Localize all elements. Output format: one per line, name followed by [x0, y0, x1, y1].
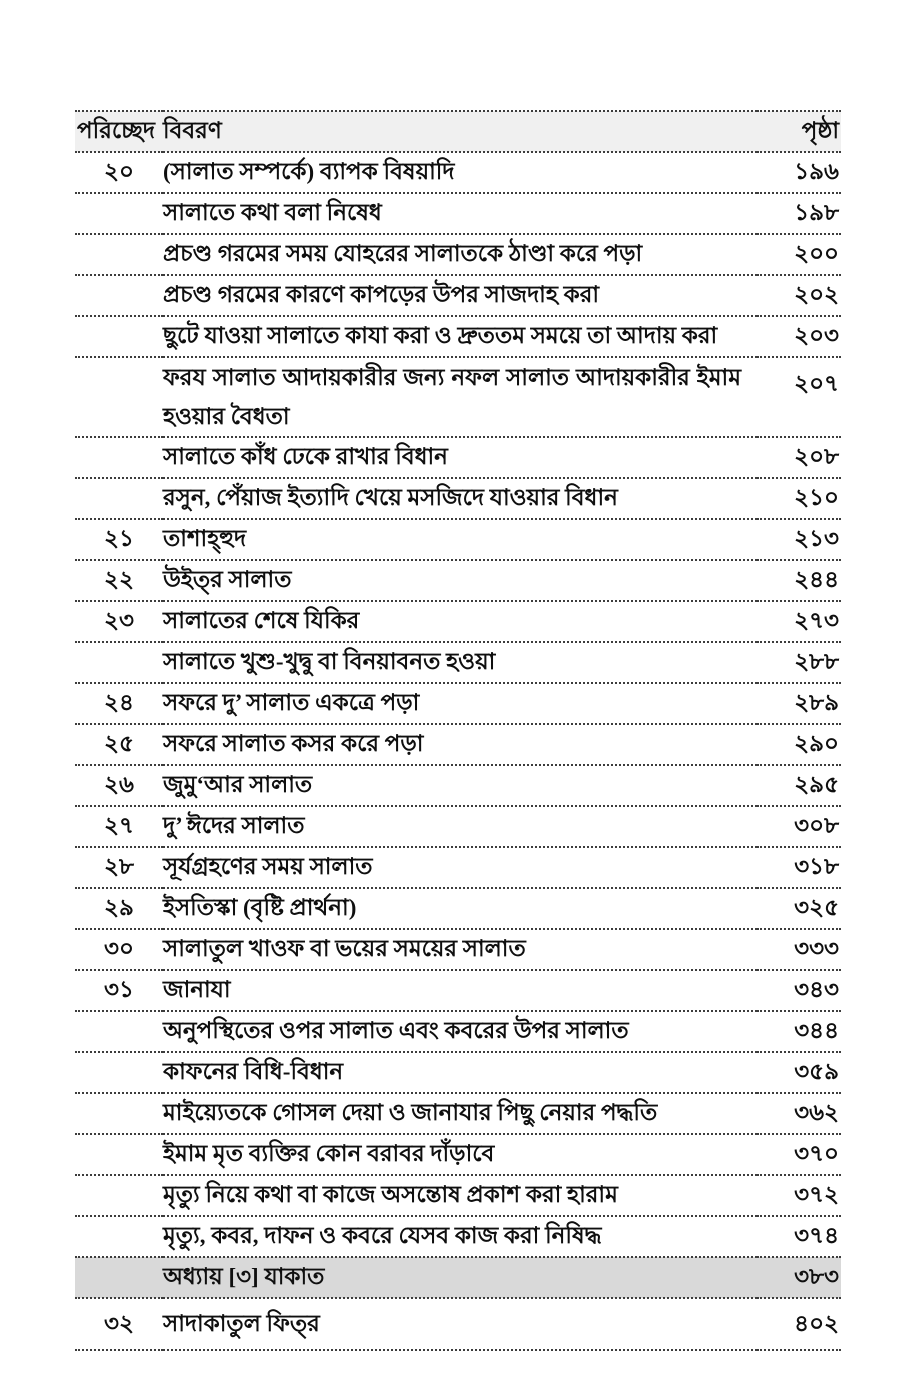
description-cell: প্রচণ্ড গরমের সময় যোহরের সালাতকে ঠাণ্ডা করে পড়া	[163, 234, 757, 275]
page-cell: ২০০	[757, 234, 841, 275]
table-row	[75, 683, 841, 724]
page-cell: ২৮৮	[757, 642, 841, 683]
description-cell: অনুপস্থিতের ওপর সালাত এবং কবরের উপর সালাত	[163, 1011, 757, 1052]
description-cell: সালাতের শেষে যিকির	[163, 601, 757, 642]
table-row	[75, 437, 841, 478]
table-row	[75, 1011, 841, 1052]
table-row	[75, 601, 841, 642]
page-cell: ৩৬২	[757, 1093, 841, 1134]
description-cell: সালাতে কথা বলা নিষেধ	[163, 193, 757, 234]
table-row	[75, 642, 841, 683]
description-cell: (সালাত সম্পর্কে) ব্যাপক বিষয়াদি	[163, 152, 757, 193]
page-cell: ২০৩	[757, 316, 841, 357]
page-cell: ২৪৪	[757, 560, 841, 601]
toc-header-row	[75, 111, 841, 152]
chapter-cell	[75, 357, 163, 437]
table-row	[75, 519, 841, 560]
description-cell: মৃত্যু নিয়ে কথা বা কাজে অসন্তোষ প্রকাশ করা হারাম	[163, 1175, 757, 1216]
chapter-cell: ২৯	[75, 888, 163, 929]
chapter-cell	[75, 1011, 163, 1052]
chapter-cell: ২০	[75, 152, 163, 193]
table-row	[75, 970, 841, 1011]
page-cell: ৩৩৩	[757, 929, 841, 970]
table-row	[75, 193, 841, 234]
chapter-cell	[75, 437, 163, 478]
chapter-cell: ২৪	[75, 683, 163, 724]
chapter-cell	[75, 1216, 163, 1257]
description-cell: ইমাম মৃত ব্যক্তির কোন বরাবর দাঁড়াবে	[163, 1134, 757, 1175]
chapter-cell	[75, 478, 163, 519]
chapter-cell: ৩২	[75, 1298, 163, 1350]
table-row	[75, 929, 841, 970]
description-cell: সফরে দু’ সালাত একত্রে পড়া	[163, 683, 757, 724]
description-cell: উইত্‌র সালাত	[163, 560, 757, 601]
page-cell: ২৭৩	[757, 601, 841, 642]
chapter-cell	[75, 1134, 163, 1175]
table-row	[75, 357, 841, 437]
column-header-page: পৃষ্ঠা	[757, 111, 841, 152]
toc-body	[75, 152, 841, 1350]
description-cell: ইসতিস্কা (বৃষ্টি প্রার্থনা)	[163, 888, 757, 929]
description-cell: দু’ ঈদের সালাত	[163, 806, 757, 847]
description-cell: সাদাকাতুল ফিত্‌র	[163, 1298, 757, 1350]
chapter-cell	[75, 642, 163, 683]
page-cell: ৪০২	[757, 1298, 841, 1350]
table-row	[75, 847, 841, 888]
chapter-cell	[75, 1175, 163, 1216]
chapter-cell: ২৭	[75, 806, 163, 847]
table-row	[75, 888, 841, 929]
description-cell: জানাযা	[163, 970, 757, 1011]
description-cell: সূর্যগ্রহণের সময় সালাত	[163, 847, 757, 888]
page-cell: ৩৫৯	[757, 1052, 841, 1093]
page-cell: ১৯৮	[757, 193, 841, 234]
table-row	[75, 275, 841, 316]
description-cell: কাফনের বিধি-বিধান	[163, 1052, 757, 1093]
page-cell: ৩২৫	[757, 888, 841, 929]
table-row	[75, 316, 841, 357]
description-cell: প্রচণ্ড গরমের কারণে কাপড়ের উপর সাজদাহ করা	[163, 275, 757, 316]
table-row	[75, 1216, 841, 1257]
description-cell: রসুন, পেঁয়াজ ইত্যাদি খেয়ে মসজিদে যাওয়ার বিধান	[163, 478, 757, 519]
table-row	[75, 724, 841, 765]
toc-table	[75, 110, 841, 1351]
page-cell: ১৯৬	[757, 152, 841, 193]
chapter-cell	[75, 1257, 163, 1298]
chapter-cell: ২৫	[75, 724, 163, 765]
page-cell: ৩৮৩	[757, 1257, 841, 1298]
description-cell: সালাতুল খাওফ বা ভয়ের সময়ের সালাত	[163, 929, 757, 970]
page-cell: ৩৪৩	[757, 970, 841, 1011]
page-cell: ৩৪৪	[757, 1011, 841, 1052]
chapter-cell: ৩১	[75, 970, 163, 1011]
description-cell: মাইয়্যেতকে গোসল দেয়া ও জানাযার পিছু নেয়ার পদ্ধতি	[163, 1093, 757, 1134]
page-cell: ২১৩	[757, 519, 841, 560]
table-row	[75, 1298, 841, 1350]
page-cell: ৩৭০	[757, 1134, 841, 1175]
page-cell: ২৯০	[757, 724, 841, 765]
chapter-cell: ২৬	[75, 765, 163, 806]
table-row	[75, 1175, 841, 1216]
description-cell: অধ্যায় [৩] যাকাত	[163, 1257, 757, 1298]
column-header-description: বিবরণ	[163, 111, 757, 152]
description-cell: ফরয সালাত আদায়কারীর জন্য নফল সালাত আদায়কারীর ইমাম হওয়ার বৈধতা	[163, 357, 757, 437]
page-cell: ২০৭	[757, 357, 841, 437]
chapter-cell	[75, 1093, 163, 1134]
table-row	[75, 806, 841, 847]
table-row	[75, 152, 841, 193]
chapter-cell: ২৩	[75, 601, 163, 642]
page-cell: ৩৭২	[757, 1175, 841, 1216]
description-cell: সফরে সালাত কসর করে পড়া	[163, 724, 757, 765]
chapter-cell	[75, 193, 163, 234]
page-cell: ৩১৮	[757, 847, 841, 888]
page-cell: ৩০৮	[757, 806, 841, 847]
table-row	[75, 765, 841, 806]
table-row	[75, 478, 841, 519]
table-row	[75, 234, 841, 275]
page-cell: ২১০	[757, 478, 841, 519]
page-cell: ২৮৯	[757, 683, 841, 724]
table-row	[75, 1052, 841, 1093]
description-cell: সালাতে খুশু-খুদ্বু বা বিনয়াবনত হওয়া	[163, 642, 757, 683]
page-cell: ২০৮	[757, 437, 841, 478]
chapter-cell: ২৮	[75, 847, 163, 888]
description-cell: ছুটে যাওয়া সালাতে কাযা করা ও দ্রুততম সময়ে তা আদায় করা	[163, 316, 757, 357]
table-row	[75, 560, 841, 601]
chapter-cell	[75, 275, 163, 316]
table-row	[75, 1257, 841, 1298]
description-cell: তাশাহ্‌হুদ	[163, 519, 757, 560]
chapter-cell	[75, 316, 163, 357]
page-cell: ৩৭৪	[757, 1216, 841, 1257]
chapter-cell: ২১	[75, 519, 163, 560]
table-row	[75, 1093, 841, 1134]
column-header-chapter: পরিচ্ছেদ	[75, 111, 163, 152]
page-cell: ২৯৫	[757, 765, 841, 806]
description-cell: মৃত্যু, কবর, দাফন ও কবরে যেসব কাজ করা নিষিদ্ধ	[163, 1216, 757, 1257]
description-cell: সালাতে কাঁধ ঢেকে রাখার বিধান	[163, 437, 757, 478]
description-cell: জুমু‘আর সালাত	[163, 765, 757, 806]
chapter-cell: ৩০	[75, 929, 163, 970]
chapter-cell	[75, 234, 163, 275]
table-row	[75, 1134, 841, 1175]
chapter-cell	[75, 1052, 163, 1093]
page-cell: ২০২	[757, 275, 841, 316]
chapter-cell: ২২	[75, 560, 163, 601]
